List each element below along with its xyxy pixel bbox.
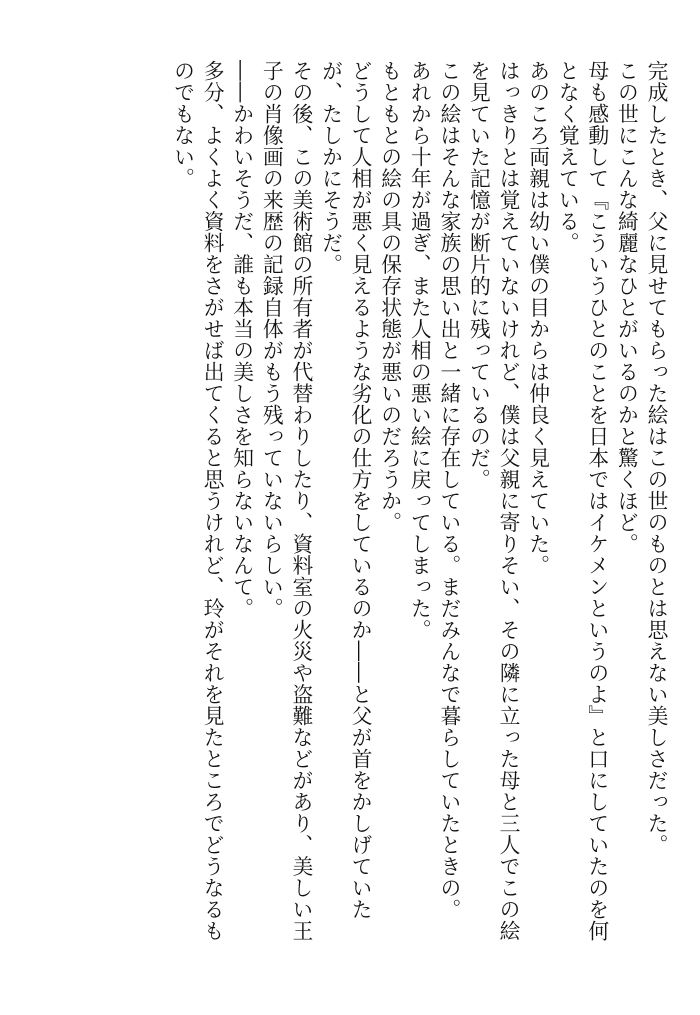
text-line-15: ――かわいそうだ、誰も本当の美しさを知らないなんて。	[229, 60, 254, 619]
text-line-13: その後、この美術館の所有者が代替わりしたり、資料室の火災や盗難などがあり、美しい王	[288, 60, 313, 942]
text-line-9: あれから十年が過ぎ、また人相の悪い絵に戻ってしまった。	[407, 60, 432, 641]
text-line-4: となく覚えている。	[555, 60, 580, 254]
text-line-8: この絵はそんな家族の思い出と一緒に存在している。まだみんなで暮らしていたときの。	[436, 60, 461, 920]
text-line-11: どうして人相が悪く見えるような劣化の仕方をしているのか――と父が首をかしげていた	[348, 60, 373, 920]
text-line-7: を見ていた記憶が断片的に残っているのだ。	[466, 60, 491, 490]
text-line-2: この世にこんな綺麗なひとがいるのかと驚くほど。	[614, 60, 639, 555]
text-line-17: のでもない。	[170, 60, 195, 189]
vertical-text-body	[50, 60, 670, 960]
text-line-10: もともとの絵の具の保存状態が悪いのだろうか。	[377, 60, 402, 533]
text-line-6: はっきりとは覚えていないけれど、僕は父親に寄りそい、その隣に立った母と三人でこの絵	[496, 60, 521, 942]
text-line-12: が、たしかにそうだ。	[318, 60, 343, 275]
text-line-3: 母も感動して『こういうひとのことを日本ではイケメンというのよ』と口にしていたのを何	[584, 60, 609, 942]
text-line-16: 多分、よくよく資料をさがせば出てくると思うけれど、玲がそれを見たところでどうなるも	[200, 60, 225, 942]
text-line-5: あのころ両親は幼い僕の目からは仲良く見えていた。	[525, 60, 550, 576]
text-line-14: 子の肖像画の来歴の記録自体がもう残っていないらしい。	[259, 60, 284, 619]
text-line-1: 完成したとき、父に見せてもらった絵はこの世のものとは思えない美しさだった。	[644, 60, 668, 856]
